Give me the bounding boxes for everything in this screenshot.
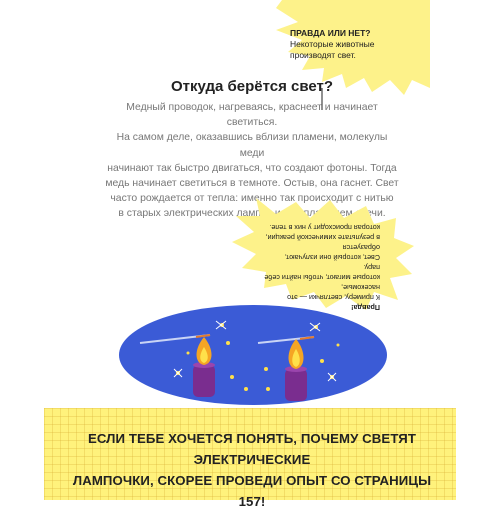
body-line: На самом деле, оказавшись вблизи пламени, молекулы меди: [116, 132, 388, 159]
section-heading: Откуда берётся свет?: [170, 78, 334, 95]
callout-mid-text: [258, 222, 380, 312]
callout-top-text: [290, 28, 400, 61]
candle-right: [285, 369, 307, 401]
callout-top-line-2: производят свет.: [290, 50, 356, 60]
cta-line-1: ЕСЛИ ТЕБЕ ХОЧЕТСЯ ПОНЯТЬ, ПОЧЕМУ СВЕТЯТ ЭЛЕКТРИЧЕСКИЕ: [87, 431, 417, 467]
body-line: в старых электрических лампах или с пламенем свечи.: [118, 208, 386, 220]
blue-blob: [119, 305, 387, 405]
body-line: медь начинает светиться в темноте. Остыв, она гаснет. Свет: [105, 178, 399, 190]
body-line: Медный проводок, нагреваясь, краснеет и начинает светиться.: [126, 102, 378, 129]
callout-mid-line: К примеру, светлячки — это насекомые,: [287, 283, 380, 302]
callout-mid-line: которые мигают, чтобы найти себе пару.: [264, 263, 380, 282]
cta-text: [62, 428, 442, 512]
candles-illustration: [118, 303, 388, 407]
cta-line-2: ЛАМПОЧКИ, СКОРЕЕ ПРОВЕДИ ОПЫТ СО СТРАНИЦЫ 157!: [72, 473, 432, 509]
callout-top-line-1: Некоторые животные: [290, 39, 375, 49]
body-line: начинают так быстро двигаться, что создают фотоны. Тогда: [107, 162, 397, 174]
callout-mid-line: Свет, который они излучают, образуется: [284, 243, 380, 262]
callout-mid-line: которая происходит у них в теле.: [269, 223, 380, 232]
candle-left: [193, 365, 215, 397]
body-line: часто рождается от тепла: именно так происходит с нитью: [110, 193, 394, 205]
callout-mid-lead: Правда!: [351, 303, 380, 312]
callout-mid-line: в результате химической реакции,: [265, 233, 380, 242]
callout-top-title: ПРАВДА ИЛИ НЕТ?: [290, 28, 371, 38]
